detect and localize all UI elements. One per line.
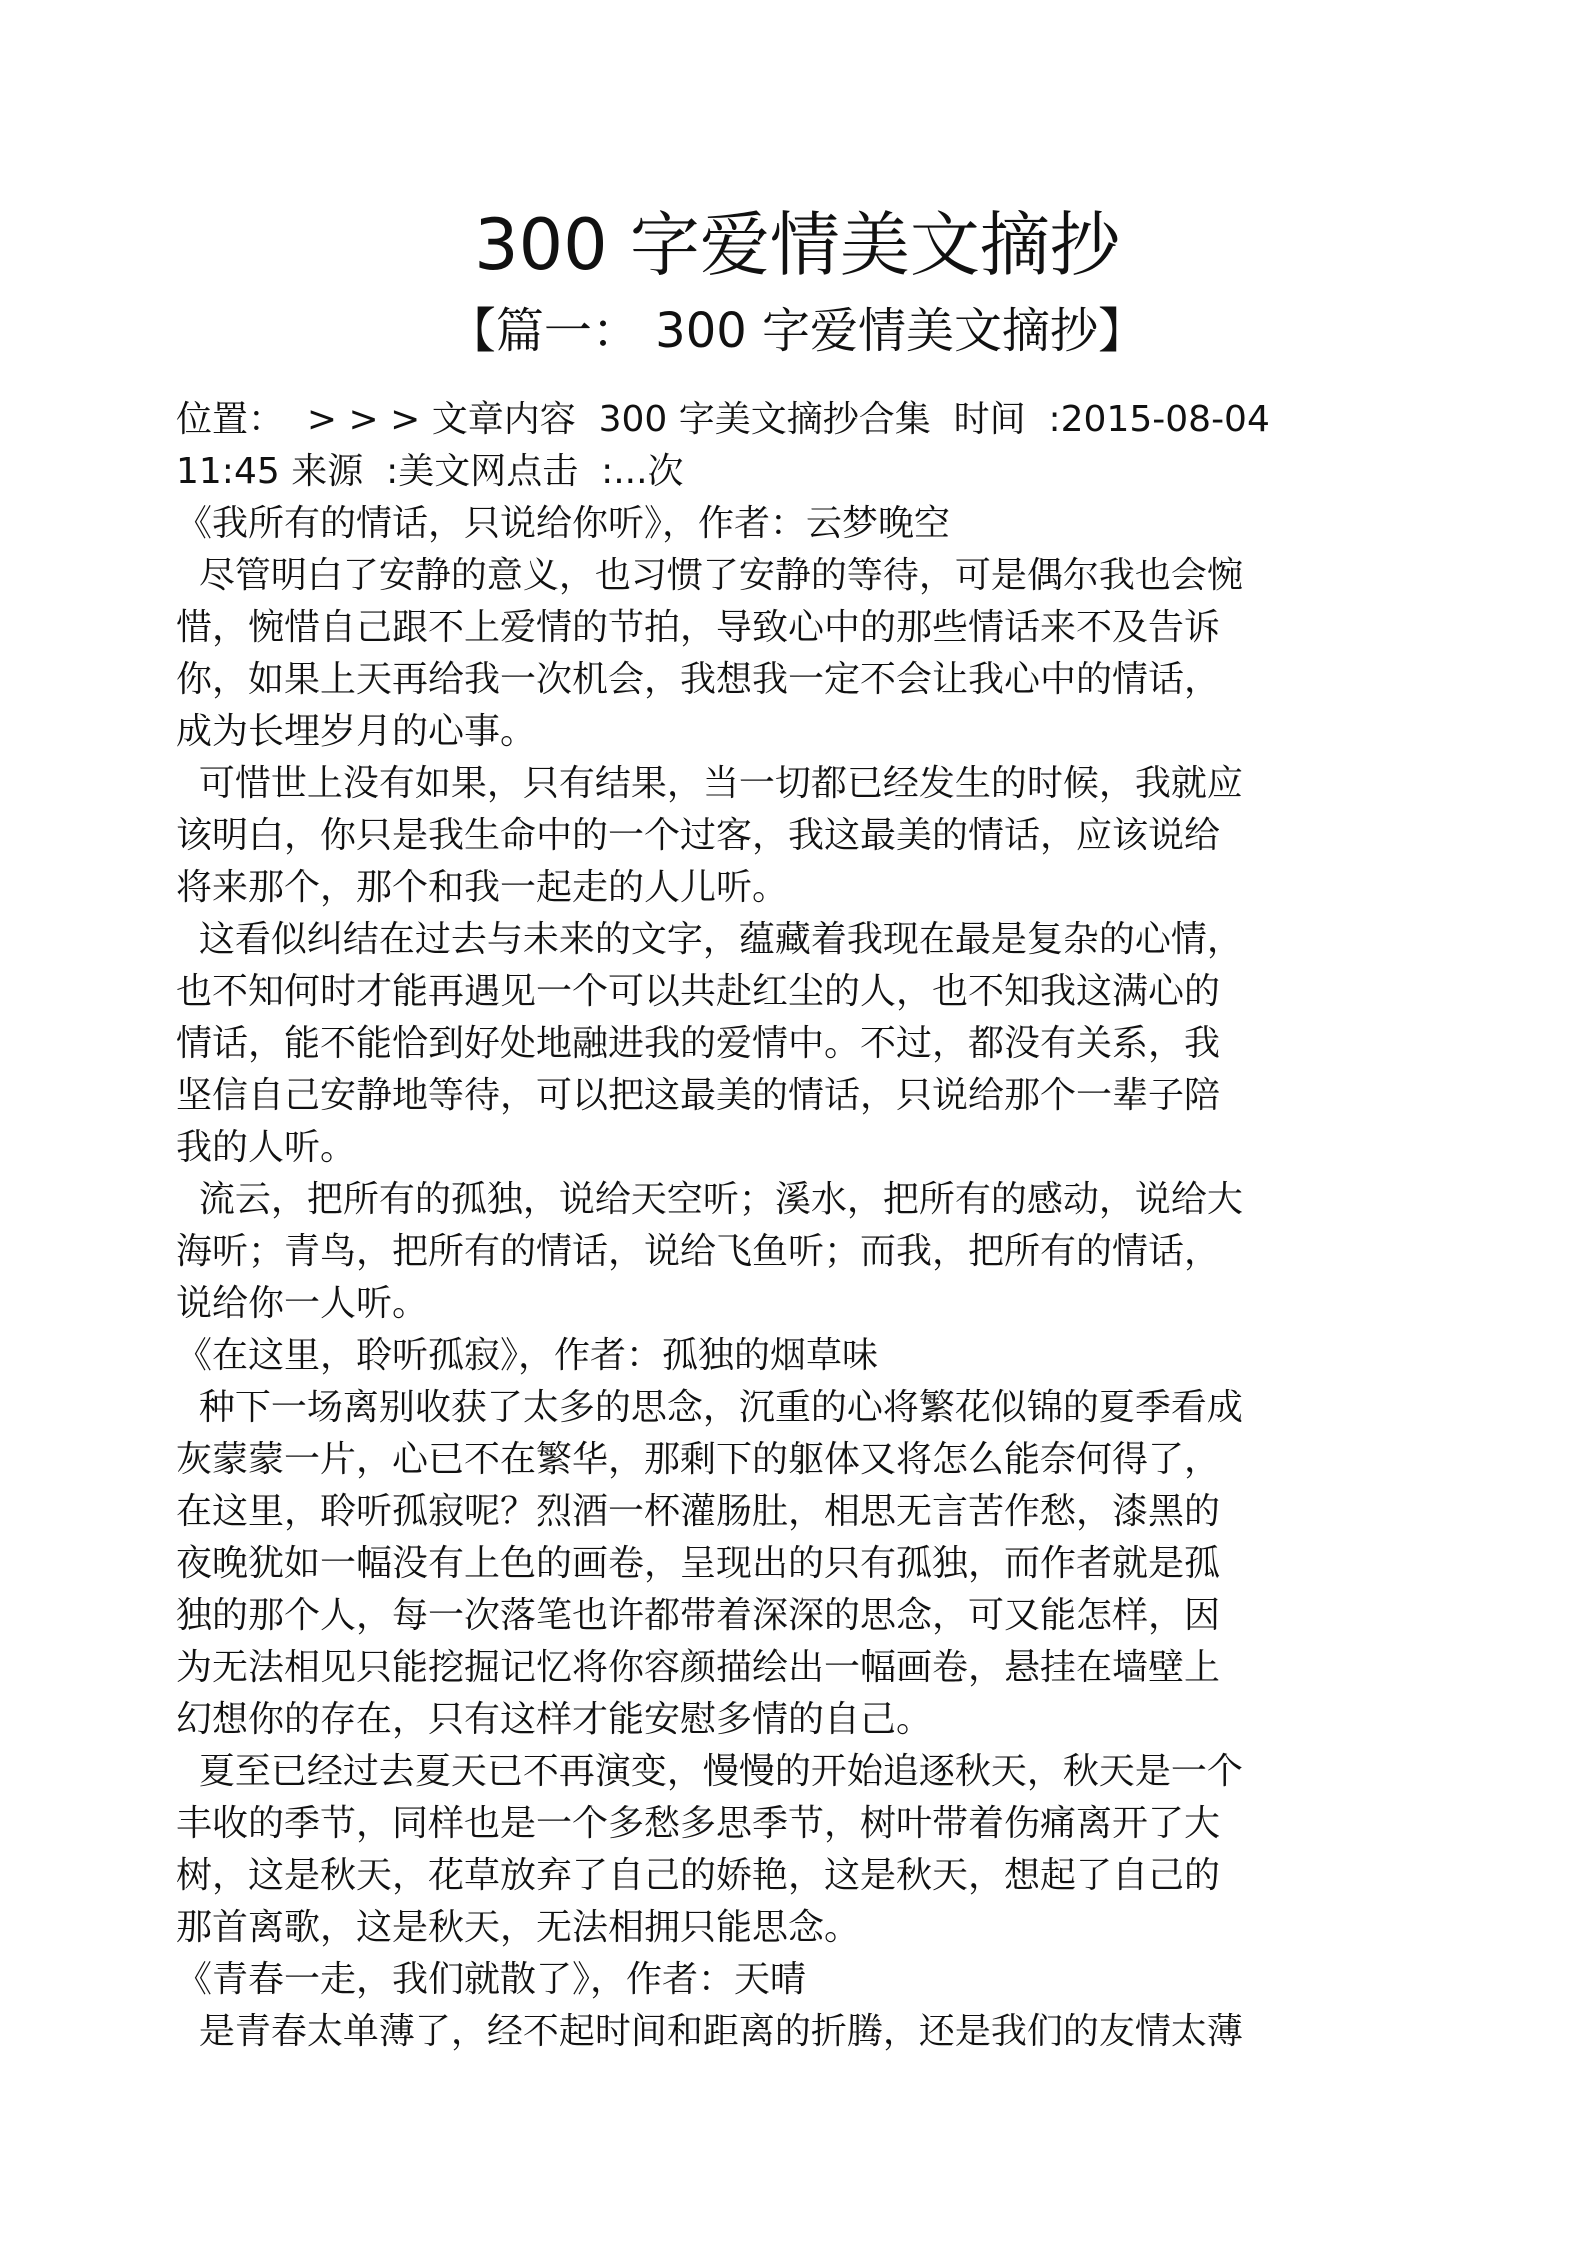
text-line: 位置： > > > 文章内容 300 字美文摘抄合集 时间 :2015-08-04 [176,399,1270,440]
text-line: 也不知何时才能再遇见一个可以共赴红尘的人，也不知我这满心的 [176,971,1221,1012]
text-line: 幻想你的存在，只有这样才能安慰多情的自己。 [176,1699,933,1740]
text-line: 丰收的季节，同样也是一个多愁多思季节，树叶带着伤痛离开了大 [176,1803,1221,1844]
text-line: 《我所有的情话，只说给你听》，作者：云梦晚空 [176,503,951,544]
document-title: 300 字爱情美文摘抄 [474,204,1120,286]
text-line: 独的那个人，每一次落笔也许都带着深深的思念，可又能怎样，因 [176,1595,1221,1636]
text-line: 那首离歌，这是秋天，无法相拥只能思念。 [176,1907,861,1948]
text-line: 《在这里，聆听孤寂》，作者：孤独的烟草味 [176,1335,879,1376]
text-line: 树，这是秋天，花草放弃了自己的娇艳，这是秋天，想起了自己的 [176,1855,1221,1896]
text-line: 这看似纠结在过去与未来的文字，蕴藏着我现在最是复杂的心情， [176,919,1243,960]
text-line: 情话，能不能恰到好处地融进我的爱情中。不过，都没有关系，我 [176,1023,1221,1064]
text-line: 夏至已经过去夏天已不再演变，慢慢的开始追逐秋天，秋天是一个 [176,1751,1243,1792]
text-line: 种下一场离别收获了太多的思念，沉重的心将繁花似锦的夏季看成 [176,1387,1243,1428]
text-line: 《青春一走，我们就散了》，作者：天晴 [176,1959,807,2000]
text-line: 成为长埋岁月的心事。 [176,711,537,752]
text-line: 灰蒙蒙一片，心已不在繁华，那剩下的躯体又将怎么能奈何得了， [176,1439,1221,1480]
text-line: 11:45 来源 :美文网点击 :...次 [176,451,684,492]
text-line: 夜晚犹如一幅没有上色的画卷，呈现出的只有孤独，而作者就是孤 [176,1543,1221,1584]
text-line: 尽管明白了安静的意义，也习惯了安静的等待，可是偶尔我也会惋 [176,555,1243,596]
text-line: 说给你一人听。 [176,1283,429,1324]
text-line: 坚信自己安静地等待，可以把这最美的情话，只说给那个一辈子陪 [176,1075,1221,1116]
text-line: 是青春太单薄了，经不起时间和距离的折腾，还是我们的友情太薄 [176,2011,1243,2052]
text-line: 可惜世上没有如果，只有结果，当一切都已经发生的时候，我就应 [176,763,1243,804]
article-body [176,394,1406,2058]
document-subtitle: 【篇一： 300 字爱情美文摘抄】 [447,303,1147,359]
text-line: 将来那个，那个和我一起走的人儿听。 [176,867,789,908]
text-line: 惜，惋惜自己跟不上爱情的节拍，导致心中的那些情话来不及告诉 [176,607,1221,648]
text-line: 为无法相见只能挖掘记忆将你容颜描绘出一幅画卷，悬挂在墙壁上 [176,1647,1221,1688]
text-line: 海听；青鸟，把所有的情话，说给飞鱼听；而我，把所有的情话， [176,1231,1221,1272]
text-line: 我的人听。 [176,1127,357,1168]
text-line: 你，如果上天再给我一次机会，我想我一定不会让我心中的情话， [176,659,1221,700]
text-line: 在这里，聆听孤寂呢？烈酒一杯灌肠肚，相思无言苦作愁，漆黑的 [176,1491,1221,1532]
text-line: 流云，把所有的孤独，说给天空听；溪水，把所有的感动，说给大 [176,1179,1243,1220]
text-line: 该明白，你只是我生命中的一个过客，我这最美的情话，应该说给 [176,815,1221,856]
